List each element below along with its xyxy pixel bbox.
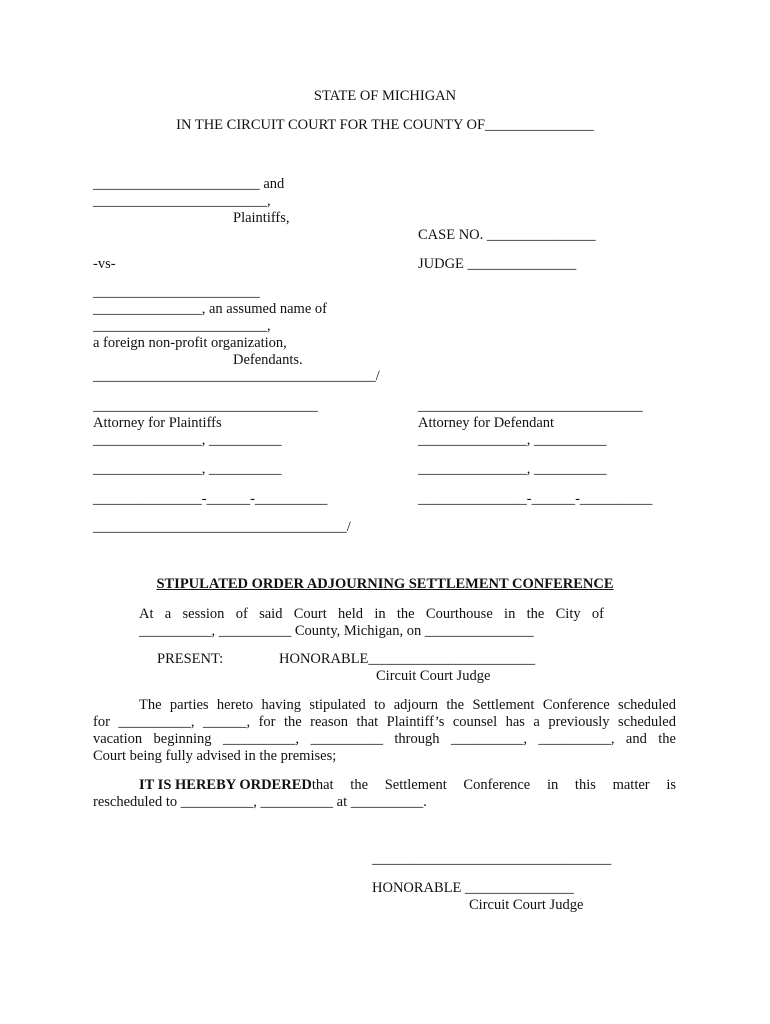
present-honorable-line: HONORABLE_______________________: [279, 651, 536, 667]
defendant-line-4: a foreign non-profit organization,: [93, 335, 287, 351]
present-judge-title: Circuit Court Judge: [376, 668, 491, 684]
defendants-label: Defendants.: [233, 352, 303, 368]
defendant-line-2: _______________, an assumed name of: [93, 301, 327, 317]
present-label: PRESENT:: [157, 651, 224, 667]
paragraph-1-line-4: Court being fully advised in the premises;: [93, 748, 337, 764]
judge-signature-title: Circuit Court Judge: [469, 897, 584, 913]
ordered-emphasis: IT IS HEREBY ORDERED: [139, 777, 312, 793]
ordered-text: that the Settlement Conference in this matter is: [311, 777, 676, 793]
plaintiff-line-1: _______________________ and: [93, 176, 285, 192]
defendant-attorney-label: Attorney for Defendant: [418, 415, 555, 431]
attorney-block-close-line: ___________________________________/: [93, 519, 351, 535]
state-heading: STATE OF MICHIGAN: [313, 88, 457, 104]
session-line-1: At a session of said Court held in the Courthouse in the City of: [139, 606, 604, 622]
plaintiff-attorney-label: Attorney for Plaintiffs: [93, 415, 222, 431]
defendant-attorney-address-1: _______________, __________: [418, 432, 607, 448]
paragraph-1-line-1: The parties hereto having stipulated to adjourn the Settlement Conference scheduled: [139, 697, 676, 713]
case-number: CASE NO. _______________: [418, 227, 596, 243]
defendant-attorney-phone: _______________-______-__________: [418, 491, 653, 507]
session-line-2: __________, __________ County, Michigan, on _______________: [139, 623, 534, 639]
paragraph-1-line-2: for __________, ______, for the reason that Plaintiff’s counsel has a previously scheduled: [93, 714, 676, 730]
defendant-line-1: _______________________: [93, 284, 260, 300]
plaintiffs-label: Plaintiffs,: [233, 210, 290, 226]
paragraph-1-line-3: vacation beginning __________, __________ through __________, __________, and the: [93, 731, 676, 747]
ordered-line-2: rescheduled to __________, __________ at __________.: [93, 794, 427, 810]
plaintiff-line-2: ________________________,: [93, 193, 271, 209]
plaintiff-attorney-address-2: _______________, __________: [93, 461, 282, 477]
plaintiff-attorney-signature-line: _______________________________: [93, 398, 318, 414]
defendant-attorney-address-2: _______________, __________: [418, 461, 607, 477]
defendant-attorney-signature-line: _______________________________: [418, 398, 643, 414]
judge-line: JUDGE _______________: [418, 256, 577, 272]
plaintiff-attorney-address-1: _______________, __________: [93, 432, 282, 448]
plaintiff-attorney-phone: _______________-______-__________: [93, 491, 328, 507]
caption-close-line: _______________________________________/: [93, 368, 380, 384]
judge-signature-honorable: HONORABLE _______________: [372, 880, 574, 896]
order-title: STIPULATED ORDER ADJOURNING SETTLEMENT CONFERENCE: [156, 576, 614, 592]
versus-label: -vs-: [93, 256, 116, 272]
defendant-line-3: ________________________,: [93, 318, 271, 334]
court-heading: IN THE CIRCUIT COURT FOR THE COUNTY OF_______________: [176, 117, 594, 133]
judge-signature-line: _________________________________: [372, 851, 612, 867]
ordered-line-1: [139, 777, 676, 794]
